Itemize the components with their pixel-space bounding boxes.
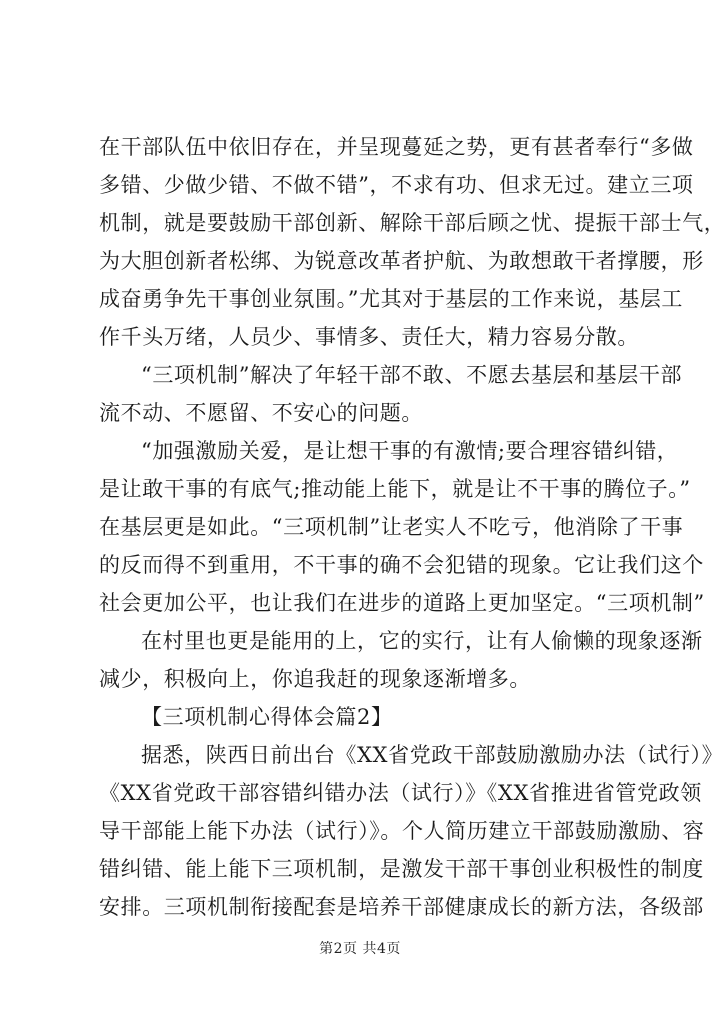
page-number-footer: 第2页 共4页 xyxy=(319,941,401,957)
body-line: 的反而得不到重用，不干事的确不会犯错的现象。它让我们这个 xyxy=(99,553,704,577)
body-line: 在干部队伍中依旧存在，并呈现蔓延之势，更有甚者奉行“多做 xyxy=(99,135,694,159)
body-line: 作千头万绪，人员少、事情多、责任大，精力容易分散。 xyxy=(99,325,639,349)
paragraph-start-line: 在村里也更是能用的上，它的实行，让有人偷懒的现象逐渐 xyxy=(141,629,703,653)
body-line: 流不动、不愿留、不安心的问题。 xyxy=(99,401,423,425)
paragraph-start-line: “三项机制”解决了年轻干部不敢、不愿去基层和基层干部 xyxy=(141,363,683,387)
body-line: 为大胆创新者松绑、为锐意改革者护航、为敢想敢干者撑腰，形 xyxy=(99,249,704,273)
body-line: 是让敢干事的有底气;推动能上能下，就是让不干事的腾位子。” xyxy=(99,477,691,501)
paragraph-start-line: 据悉，陕西日前出台《XX省党政干部鼓励激励办法（试行）》 xyxy=(141,743,724,767)
body-line: 安排。三项机制衔接配套是培养干部健康成长的新方法，各级部 xyxy=(99,895,704,919)
body-line: 《XX省党政干部容错纠错办法（试行）》《XX省推进省管党政领 xyxy=(99,781,702,805)
body-line: 机制，就是要鼓励干部创新、解除干部后顾之忧、提振干部士气， xyxy=(99,211,725,235)
section-heading: 【三项机制心得体会篇2】 xyxy=(141,705,393,729)
body-line: 成奋勇争先干事创业氛围。”尤其对于基层的工作来说，基层工 xyxy=(99,287,684,311)
body-line: 错纠错、能上能下三项机制，是激发干部干事创业积极性的制度 xyxy=(99,857,704,881)
body-line: 减少，积极向上，你追我赶的现象逐渐增多。 xyxy=(99,667,531,691)
paragraph-start-line: “加强激励关爱，是让想干事的有激情;要合理容错纠错， xyxy=(141,439,679,463)
body-line: 社会更加公平，也让我们在进步的道路上更加坚定。“三项机制” xyxy=(99,591,705,615)
body-line: 导干部能上能下办法（试行）》。个人简历建立干部鼓励激励、容 xyxy=(99,819,705,843)
body-line: 多错、少做少错、不做不错”，不求有功、但求无过。建立三项 xyxy=(99,173,694,197)
body-line: 在基层更是如此。“三项机制”让老实人不吃亏，他消除了干事 xyxy=(99,515,684,539)
